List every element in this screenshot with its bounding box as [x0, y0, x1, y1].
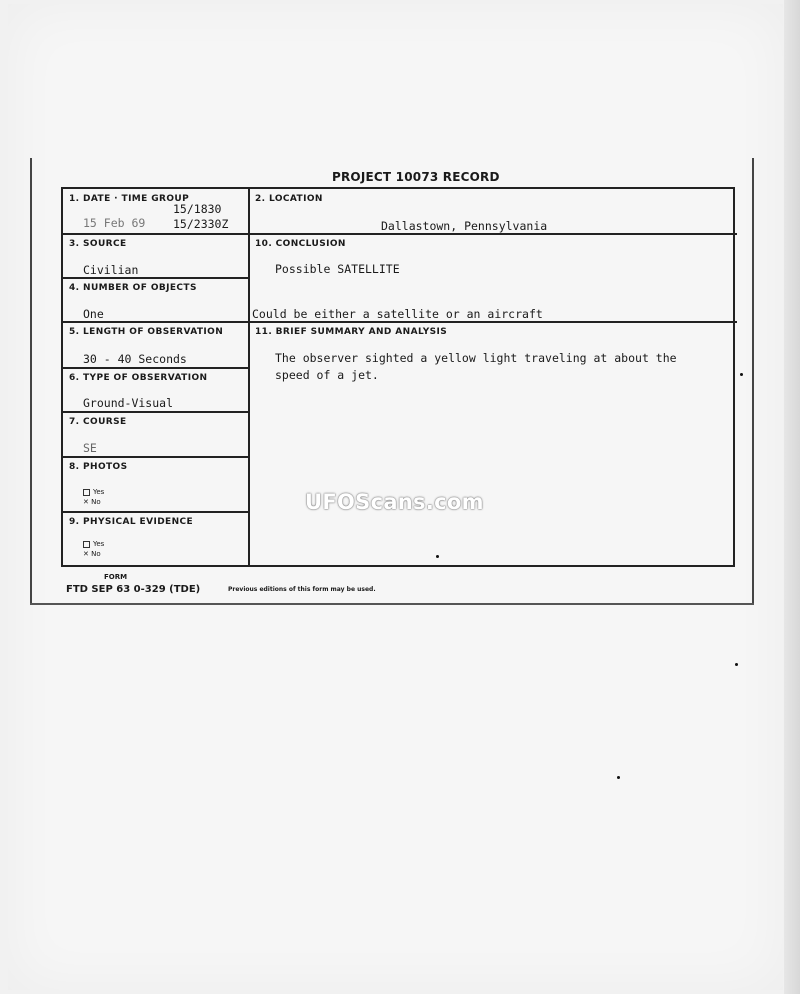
- physical-evidence-label: 9. PHYSICAL EVIDENCE: [69, 517, 194, 527]
- row-divider: [248, 233, 737, 235]
- conclusion-label: 10. CONCLUSION: [255, 239, 346, 249]
- number-of-objects-label: 4. NUMBER OF OBJECTS: [69, 283, 197, 293]
- record-title: PROJECT 10073 RECORD: [332, 170, 500, 184]
- location-label: 2. LOCATION: [255, 194, 323, 204]
- course-value: SE: [83, 441, 97, 455]
- summary-line-2: speed of a jet.: [275, 368, 379, 382]
- course-label: 7. COURSE: [69, 417, 127, 427]
- outer-border-right: [752, 158, 754, 603]
- type-of-observation-value: Ground-Visual: [83, 396, 174, 410]
- number-of-objects-value: One: [83, 307, 104, 321]
- summary-label: 11. BRIEF SUMMARY AND ANALYSIS: [255, 327, 448, 337]
- row-divider: [63, 511, 248, 513]
- physical-evidence-checkboxes: [83, 539, 104, 559]
- row-divider: [63, 456, 248, 458]
- row-divider: [63, 233, 248, 235]
- length-of-observation-label: 5. LENGTH OF OBSERVATION: [69, 327, 224, 337]
- photos-label: 8. PHOTOS: [69, 462, 128, 472]
- date-time-group-label: 1. DATE · TIME GROUP: [69, 194, 190, 204]
- time-local-value: 15/1830: [173, 202, 222, 216]
- photos-no-marked: ✕: [83, 498, 89, 506]
- type-of-observation-label: 6. TYPE OF OBSERVATION: [69, 373, 208, 383]
- scan-speck: [617, 776, 620, 779]
- time-z-value: 15/2330Z: [173, 217, 229, 231]
- conclusion-note: Could be either a satellite or an aircraft: [252, 307, 543, 321]
- outer-border-left: [30, 158, 32, 603]
- source-value: Civilian: [83, 263, 139, 277]
- row-divider: [63, 321, 248, 323]
- length-of-observation-value: 30 - 40 Seconds: [83, 352, 187, 366]
- physical-evidence-no-label: No: [91, 550, 101, 558]
- scan-edge: [784, 0, 800, 994]
- row-divider: [63, 411, 248, 413]
- outer-border-bottom: [30, 603, 754, 605]
- photos-yes-checkbox: [83, 489, 90, 496]
- row-divider: [248, 321, 737, 323]
- column-divider: [248, 189, 250, 565]
- physical-evidence-no-marked: ✕: [83, 550, 89, 558]
- form-note: Previous editions of this form may be used.: [228, 586, 376, 593]
- form-word: FORM: [104, 573, 128, 581]
- form-code: FTD SEP 63 0-329 (TDE): [66, 584, 201, 595]
- photos-checkboxes: [83, 487, 104, 507]
- summary-line-1: The observer sighted a yellow light traveling at about the: [275, 351, 677, 365]
- scan-speck: [735, 663, 738, 666]
- source-label: 3. SOURCE: [69, 239, 127, 249]
- location-value: Dallastown, Pennsylvania: [381, 219, 548, 233]
- physical-evidence-yes-label: Yes: [93, 540, 105, 548]
- physical-evidence-yes-checkbox: [83, 541, 90, 548]
- conclusion-value: Possible SATELLITE: [275, 262, 400, 276]
- photos-no-label: No: [91, 498, 101, 506]
- photos-yes-label: Yes: [93, 488, 105, 496]
- date-value: 15 Feb 69: [83, 216, 146, 230]
- watermark: UFOScans.com: [305, 490, 484, 514]
- scan-speck: [740, 373, 743, 376]
- row-divider: [63, 277, 248, 279]
- scan-speck: [436, 555, 439, 558]
- row-divider: [63, 367, 248, 369]
